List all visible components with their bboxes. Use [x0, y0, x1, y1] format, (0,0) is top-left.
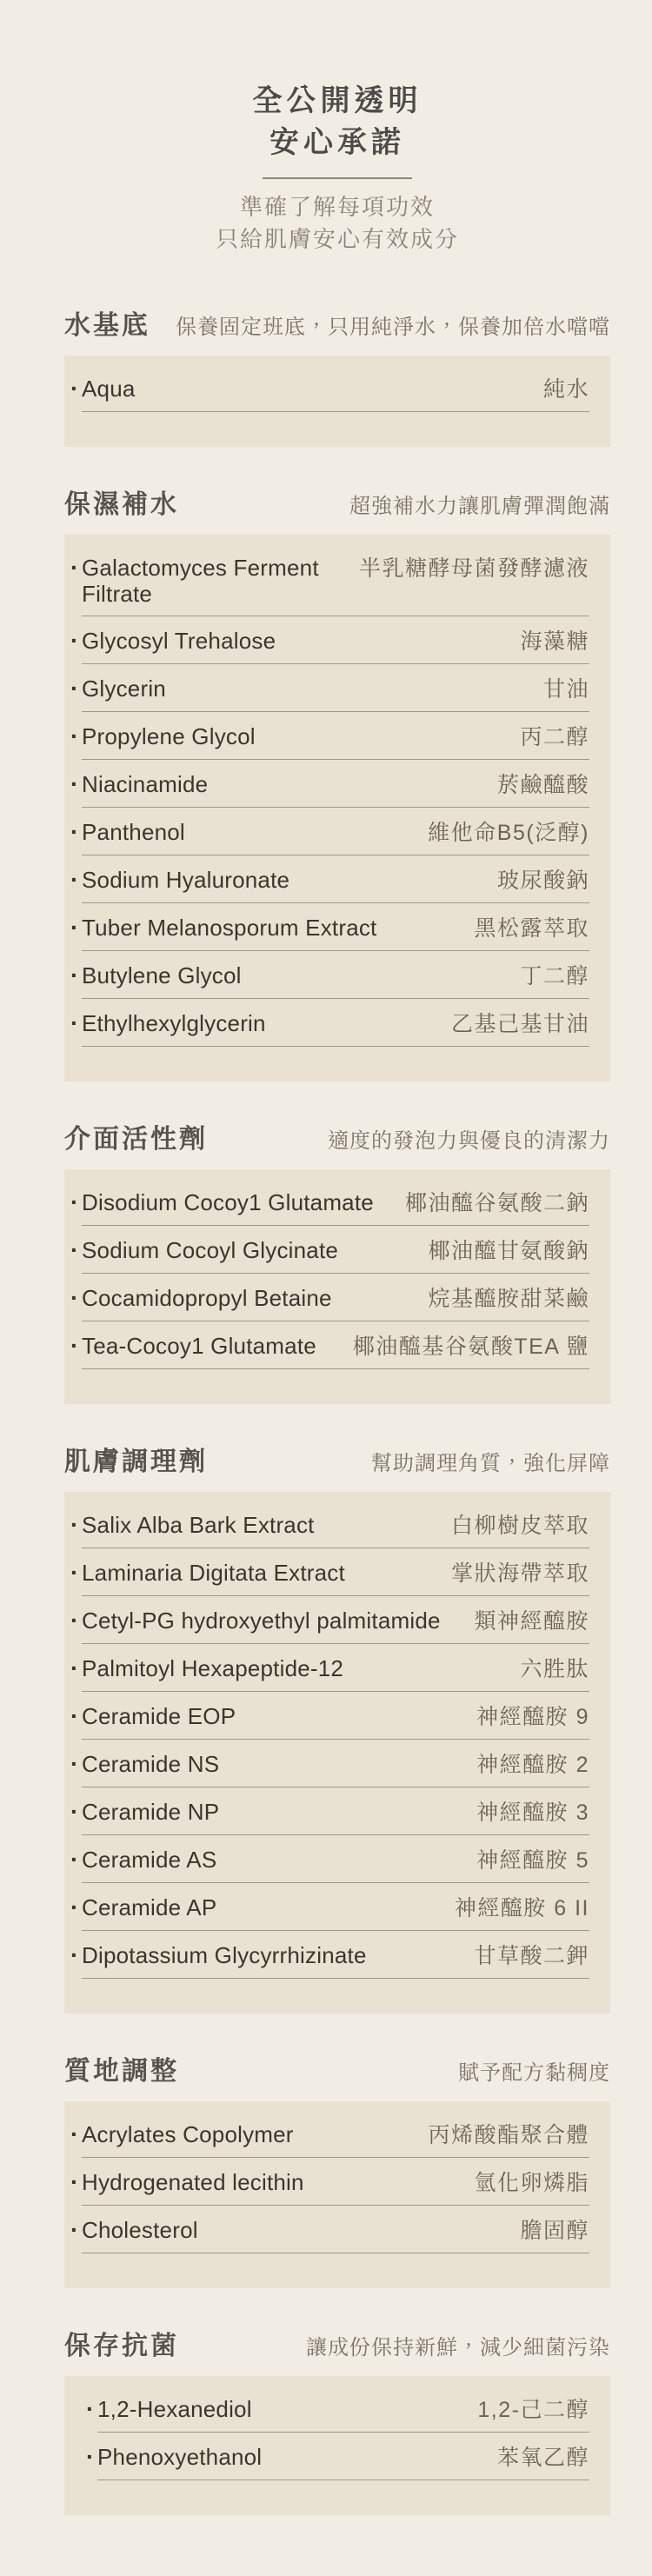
ingredient-name-zh: 神經醯胺 6 II: [454, 1896, 589, 1920]
ingredient-row: [82, 1692, 589, 1740]
ingredient-name-zh: 膽固醇: [520, 2219, 589, 2243]
ingredient-section: [64, 2055, 610, 2288]
section-title: 肌膚調理劑: [64, 1448, 208, 1476]
ingredient-row: [82, 543, 589, 616]
ingredient-row: [82, 1274, 589, 1321]
ingredient-row: [82, 1644, 589, 1692]
ingredient-name-zh: 神經醯胺 5: [476, 1848, 589, 1873]
ingredient-name-zh: 丁二醇: [520, 964, 589, 988]
ingredient-name-en: · Butylene Glycol: [82, 962, 242, 988]
page-title-line-1: 全公開透明: [252, 84, 422, 117]
ingredient-row: [82, 1740, 589, 1787]
ingredient-name-zh: 椰油醯谷氨酸二鈉: [404, 1191, 589, 1215]
ingredient-name-zh: 六胜肽: [520, 1657, 589, 1681]
ingredient-row: [82, 903, 589, 951]
ingredient-section: [64, 489, 610, 1082]
ingredient-row: [97, 2433, 589, 2480]
section-header: [64, 310, 610, 342]
ingredient-name-en: · Ethylhexylglycerin: [82, 1010, 266, 1036]
ingredient-name-en: · Sodium Hyaluronate: [82, 867, 290, 893]
ingredient-name-zh: 神經醯胺 3: [476, 1801, 589, 1825]
ingredient-name-en: · Ceramide NS: [82, 1751, 220, 1777]
ingredient-name-zh: 丙烯酸酯聚合體: [428, 2123, 589, 2147]
ingredient-row: [82, 1178, 589, 1226]
ingredient-name-zh: 維他命B5(泛醇): [428, 821, 589, 845]
ingredient-section: [64, 1446, 610, 2014]
ingredient-name-zh: 海藻糖: [520, 629, 589, 654]
ingredient-name-en: · Dipotassium Glycyrrhizinate: [82, 1942, 367, 1968]
ingredient-name-zh: 黑松露萃取: [474, 916, 589, 941]
ingredient-card: [64, 535, 610, 1082]
ingredient-name-en: · Cocamidopropyl Betaine: [82, 1285, 332, 1311]
ingredient-name-en: · Niacinamide: [82, 771, 209, 797]
ingredient-name-en: · Glycerin: [82, 676, 166, 702]
ingredient-row: [97, 2385, 589, 2433]
ingredient-row: [82, 1321, 589, 1369]
ingredient-row: [82, 855, 589, 903]
page-subtitle-line-2: 只給肌膚安心有效成分: [215, 226, 459, 252]
ingredient-section: [64, 1123, 610, 1404]
ingredient-name-en: · Tea-Cocoy1 Glutamate: [82, 1333, 316, 1359]
ingredient-name-en: · Acrylates Copolymer: [82, 2121, 294, 2147]
ingredient-row: [82, 616, 589, 664]
section-title: 保濕補水: [64, 490, 179, 519]
ingredient-name-en: · 1,2-Hexanediol: [97, 2396, 252, 2422]
ingredient-sections: [64, 310, 610, 2515]
ingredient-name-zh: 純水: [542, 377, 589, 402]
ingredient-row: [82, 364, 589, 412]
ingredient-row: [82, 1596, 589, 1644]
section-tagline: 賦予配方黏稠度: [458, 2061, 610, 2085]
ingredient-name-zh: 甘油: [542, 677, 589, 702]
section-header: [64, 2330, 610, 2362]
ingredient-name-en: · Hydrogenated lecithin: [82, 2169, 304, 2195]
ingredient-card: [64, 1492, 610, 2014]
section-title: 保存抗菌: [64, 2332, 179, 2360]
ingredient-row: [82, 760, 589, 808]
ingredient-row: [82, 664, 589, 712]
ingredient-name-zh: 1,2-己二醇: [477, 2398, 589, 2422]
ingredient-name-en: · Panthenol: [82, 819, 185, 845]
ingredient-row: [82, 1883, 589, 1931]
ingredient-name-zh: 甘草酸二鉀: [474, 1944, 589, 1968]
ingredient-row: [82, 2110, 589, 2158]
title-divider: [263, 177, 412, 179]
ingredient-name-en: · Propylene Glycol: [82, 723, 256, 749]
hero: [64, 80, 610, 256]
ingredient-name-zh: 乙基己基甘油: [450, 1012, 589, 1036]
ingredient-row: [82, 1787, 589, 1835]
ingredient-row: [82, 1931, 589, 1979]
section-title: 介面活性劑: [64, 1125, 208, 1154]
section-header: [64, 1123, 610, 1155]
page-subtitle: [64, 191, 610, 256]
ingredient-name-en: · Ceramide AS: [82, 1847, 217, 1873]
ingredient-name-zh: 丙二醇: [520, 725, 589, 749]
ingredient-name-zh: 玻尿酸鈉: [496, 869, 589, 893]
ingredient-card: [64, 356, 610, 447]
ingredient-name-zh: 菸鹼醯酸: [496, 773, 589, 797]
ingredient-name-zh: 苯氧乙醇: [496, 2446, 589, 2470]
ingredient-name-en: · Sodium Cocoyl Glycinate: [82, 1237, 339, 1263]
section-header: [64, 489, 610, 521]
ingredient-name-en: · Disodium Cocoy1 Glutamate: [82, 1189, 374, 1215]
ingredient-row: [82, 1226, 589, 1274]
ingredient-row: [82, 2158, 589, 2206]
section-tagline: 適度的發泡力與優良的清潔力: [328, 1129, 610, 1153]
ingredient-name-en: · Phenoxyethanol: [97, 2444, 263, 2470]
ingredient-name-en: · Ceramide NP: [82, 1799, 220, 1825]
ingredient-name-zh: 半乳糖酵母菌發酵濾液: [358, 556, 589, 581]
page-subtitle-line-1: 準確了解每項功效: [239, 194, 435, 220]
ingredient-section: [64, 310, 610, 447]
ingredient-row: [82, 1835, 589, 1883]
ingredient-name-zh: 白柳樹皮萃取: [450, 1514, 589, 1538]
section-tagline: 幫助調理角質，強化屏障: [371, 1452, 610, 1475]
section-tagline: 保養固定班底，只用純淨水，保養加倍水噹噹: [176, 316, 610, 339]
section-header: [64, 1446, 610, 1478]
ingredient-row: [82, 808, 589, 855]
ingredient-name-en: · Galactomyces Ferment Filtrate: [82, 555, 319, 607]
ingredient-name-en: · Tuber Melanosporum Extract: [82, 915, 377, 941]
section-header: [64, 2055, 610, 2087]
ingredient-name-zh: 神經醯胺 2: [476, 1753, 589, 1777]
ingredient-name-zh: 類神經醯胺: [474, 1609, 589, 1634]
ingredient-name-en: · Aqua: [82, 376, 136, 402]
ingredient-row: [82, 2206, 589, 2253]
ingredient-card: [64, 2376, 610, 2515]
ingredient-name-zh: 氫化卵燐脂: [474, 2171, 589, 2195]
ingredient-card: [64, 2101, 610, 2288]
ingredient-name-en: · Glycosyl Trehalose: [82, 628, 276, 654]
ingredient-card: [64, 1169, 610, 1404]
ingredient-row: [82, 951, 589, 999]
page-title: [64, 80, 610, 163]
ingredient-section: [64, 2330, 610, 2515]
section-title: 質地調整: [64, 2057, 179, 2086]
ingredient-name-zh: 椰油醯基谷氨酸TEA 鹽: [352, 1335, 589, 1359]
ingredient-row: [82, 1501, 589, 1548]
section-title: 水基底: [64, 311, 150, 340]
page-title-line-2: 安心承諾: [269, 126, 405, 159]
ingredient-name-en: · Salix Alba Bark Extract: [82, 1512, 315, 1538]
ingredient-name-en: · Ceramide AP: [82, 1894, 217, 1920]
ingredient-name-en: · Palmitoyl Hexapeptide-12: [82, 1655, 344, 1681]
section-tagline: 超強補水力讓肌膚彈潤飽滿: [349, 495, 610, 518]
ingredient-name-en: · Ceramide EOP: [82, 1703, 236, 1729]
ingredient-name-zh: 掌狀海帶萃取: [450, 1561, 589, 1586]
ingredient-name-zh: 神經醯胺 9: [476, 1705, 589, 1729]
ingredient-row: [82, 712, 589, 760]
ingredient-name-zh: 椰油醯甘氨酸鈉: [428, 1239, 589, 1263]
ingredient-name-en: · Cetyl-PG hydroxyethyl palmitamide: [82, 1608, 441, 1634]
ingredient-name-en: · Laminaria Digitata Extract: [82, 1560, 345, 1586]
ingredient-name-en: · Cholesterol: [82, 2217, 198, 2243]
section-tagline: 讓成份保持新鮮，減少細菌污染: [306, 2336, 610, 2360]
ingredient-name-zh: 烷基醯胺甜菜鹼: [428, 1287, 589, 1311]
ingredient-row: [82, 1548, 589, 1596]
ingredient-row: [82, 999, 589, 1047]
